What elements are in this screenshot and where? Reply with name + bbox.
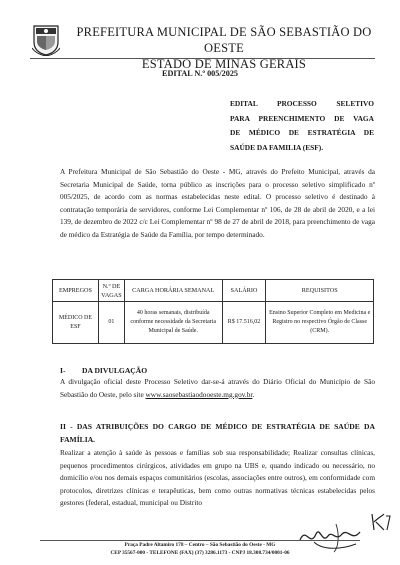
footer-divider <box>40 540 360 541</box>
section-1-number: I- <box>60 366 66 375</box>
header-vagas: N.º DE VAGAS <box>98 280 124 302</box>
section-2-paragraph: Realizar a atenção à saúde às pessoas e famílias sob sua responsabilidade; Realizar consultas clínicas, pequenos procedimentos cirúrgicos, atividades em grupo na UBS e, quando indicado ou necessário, no domicílio e/ou nos demais espaços comunitários (escolas, associações entre outros), em conformidade com protocolos, diretrizes clínicas e terapêuticas, bem como outras normativas técnicas estabelecidas pelos gestores (federal, estadual, municipal ou Distrito <box>60 448 375 508</box>
header-divider <box>30 58 375 59</box>
summary-line: PARA PREENCHIMENTO DE VAGA <box>230 113 374 123</box>
table-row <box>53 302 374 344</box>
cell-emprego: MÉDICO DE ESF <box>53 302 99 344</box>
letterhead-line-2: ESTADO DE MINAS GERAIS <box>141 57 307 71</box>
cell-requisitos: Ensino Superior Completo em Medicina e Registro no respectivo Órgão de Classe (CRM). <box>266 302 374 344</box>
edital-summary <box>230 97 374 155</box>
section-1-text-end: . <box>252 389 255 399</box>
header-emprego: EMPREGOS <box>53 280 99 302</box>
footer-address: Praça Padre Altamiro 178 – Centro – São Sebastião do Oeste - MG <box>124 542 276 548</box>
cell-salario: R$ 17.516,02 <box>222 302 266 344</box>
municipal-crest-icon <box>32 24 60 56</box>
header-carga-horaria: CARGA HORÁRIA SEMANAL <box>124 280 222 302</box>
header-salario: SALÁRIO <box>222 280 266 302</box>
cell-carga-horaria: 40 horas semanais, distribuída conforme necessidade da Secretaria Municipal de Saúde. <box>124 302 222 344</box>
intro-paragraph: A Prefeitura Municipal de São Sebastião do Oeste - MG, através do Prefeito Municipal, através da Secretaria Municipal de Saúde, torna público as inscrições para o processo seletivo simplificado nº 005/2025, de acordo com as normas estabelecidas neste edital. O processo seletivo é destinado à contratação temporária de servidores, conforme Lei Complementar nº 106, de 28 de abril de 2020, e a lei 139, de dezembro de 2022 c/c Lei Complementar nº 98 de 27 de abril de 2018, para preenchimento de vaga de médico da Estratégia de Saúde da Família, por tempo determinado. <box>60 167 375 239</box>
summary-line: SAÚDE DA FAMILIA (ESF). <box>230 142 324 152</box>
section-1-paragraph <box>60 376 375 401</box>
table-header-row <box>53 280 374 302</box>
handwritten-initials <box>368 510 394 534</box>
edital-number: EDITAL N.º 005/2025 <box>161 69 239 78</box>
handwritten-signature <box>296 520 366 554</box>
header-requisitos: REQUISITOS <box>266 280 374 302</box>
website-link[interactable]: www.saosebastiaodooeste.mg.gov.br <box>145 389 253 399</box>
section-2-title: II - DAS ATRIBUIÇÕES DO CARGO DE MÉDICO DE ESTRATÉGIA DE SAÚDE DA FAMÍLIA. <box>60 422 375 444</box>
section-1-text: A divulgação oficial deste Processo Seletivo dar-se-á através do Diário Oficial do Município de São Sebastião do Oeste, pelo site <box>60 377 375 399</box>
letterhead <box>64 24 384 72</box>
section-1-title <box>60 366 147 375</box>
section-1-heading: DA DIVULGAÇÃO <box>82 366 148 375</box>
summary-line: DE MÉDICO DE ESTRATÉGIA DE <box>230 128 374 137</box>
vacancy-table <box>52 279 374 344</box>
cell-vagas: 01 <box>98 302 124 344</box>
summary-line: EDITAL PROCESSO SELETIVO <box>230 99 374 108</box>
letterhead-line-1: PREFEITURA MUNICIPAL DE SÃO SEBASTIÃO DO OESTE <box>76 25 372 55</box>
footer-contact: CEP 35567-000 - TELEFONE (FAX) (37) 3286.1173 - CNPJ 18.308.734/0001-06 <box>110 550 290 556</box>
